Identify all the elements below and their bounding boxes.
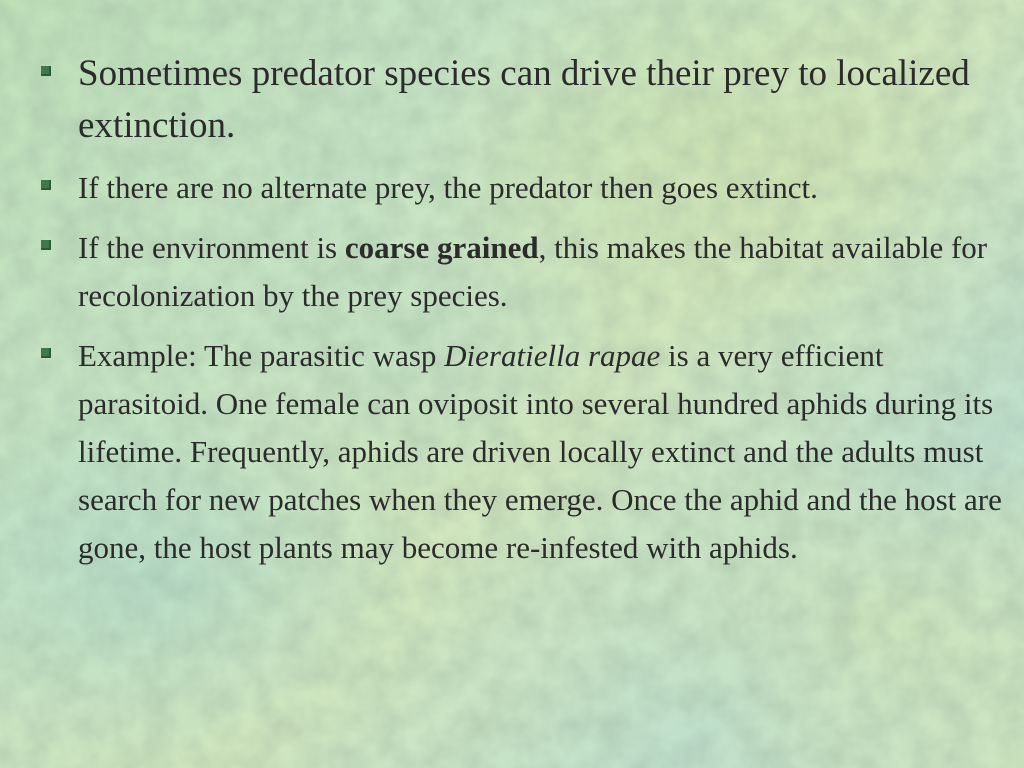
bullet-text: If there are no alternate prey, the predator then goes extinct. <box>78 170 818 205</box>
square-bullet-icon <box>41 66 51 76</box>
bold-term: coarse grained <box>344 230 539 265</box>
bullet-text-part: , this makes the habitat available for recolonization by the prey species. <box>78 230 988 313</box>
bullet-list <box>38 48 1003 584</box>
bullet-text-part: If the environment is <box>78 230 345 265</box>
bullet-text <box>78 224 1003 320</box>
bullet-text-part: is a very efficient parasitoid. One female can oviposit into several hundred aphids during its lifetime. Frequently, aphids are driven locally extinct and the adults must search for new patches when they emerge. Once the aphid and the host are gone, the host plants may become re-infested with aphids. <box>78 338 1002 565</box>
bullet-text-part: Example: The parasitic wasp <box>78 338 445 373</box>
bullet-item <box>38 164 1003 212</box>
square-bullet-icon <box>41 180 51 190</box>
square-bullet-icon <box>41 240 51 250</box>
bullet-item <box>38 332 1003 572</box>
species-name: Dieratiella rapae <box>444 338 661 373</box>
bullet-text <box>78 332 1003 572</box>
bullet-text: Sometimes predator species can drive their prey to localized extinction. <box>78 53 970 146</box>
square-bullet-icon <box>41 348 51 358</box>
bullet-item <box>38 48 1003 152</box>
bullet-item <box>38 224 1003 320</box>
